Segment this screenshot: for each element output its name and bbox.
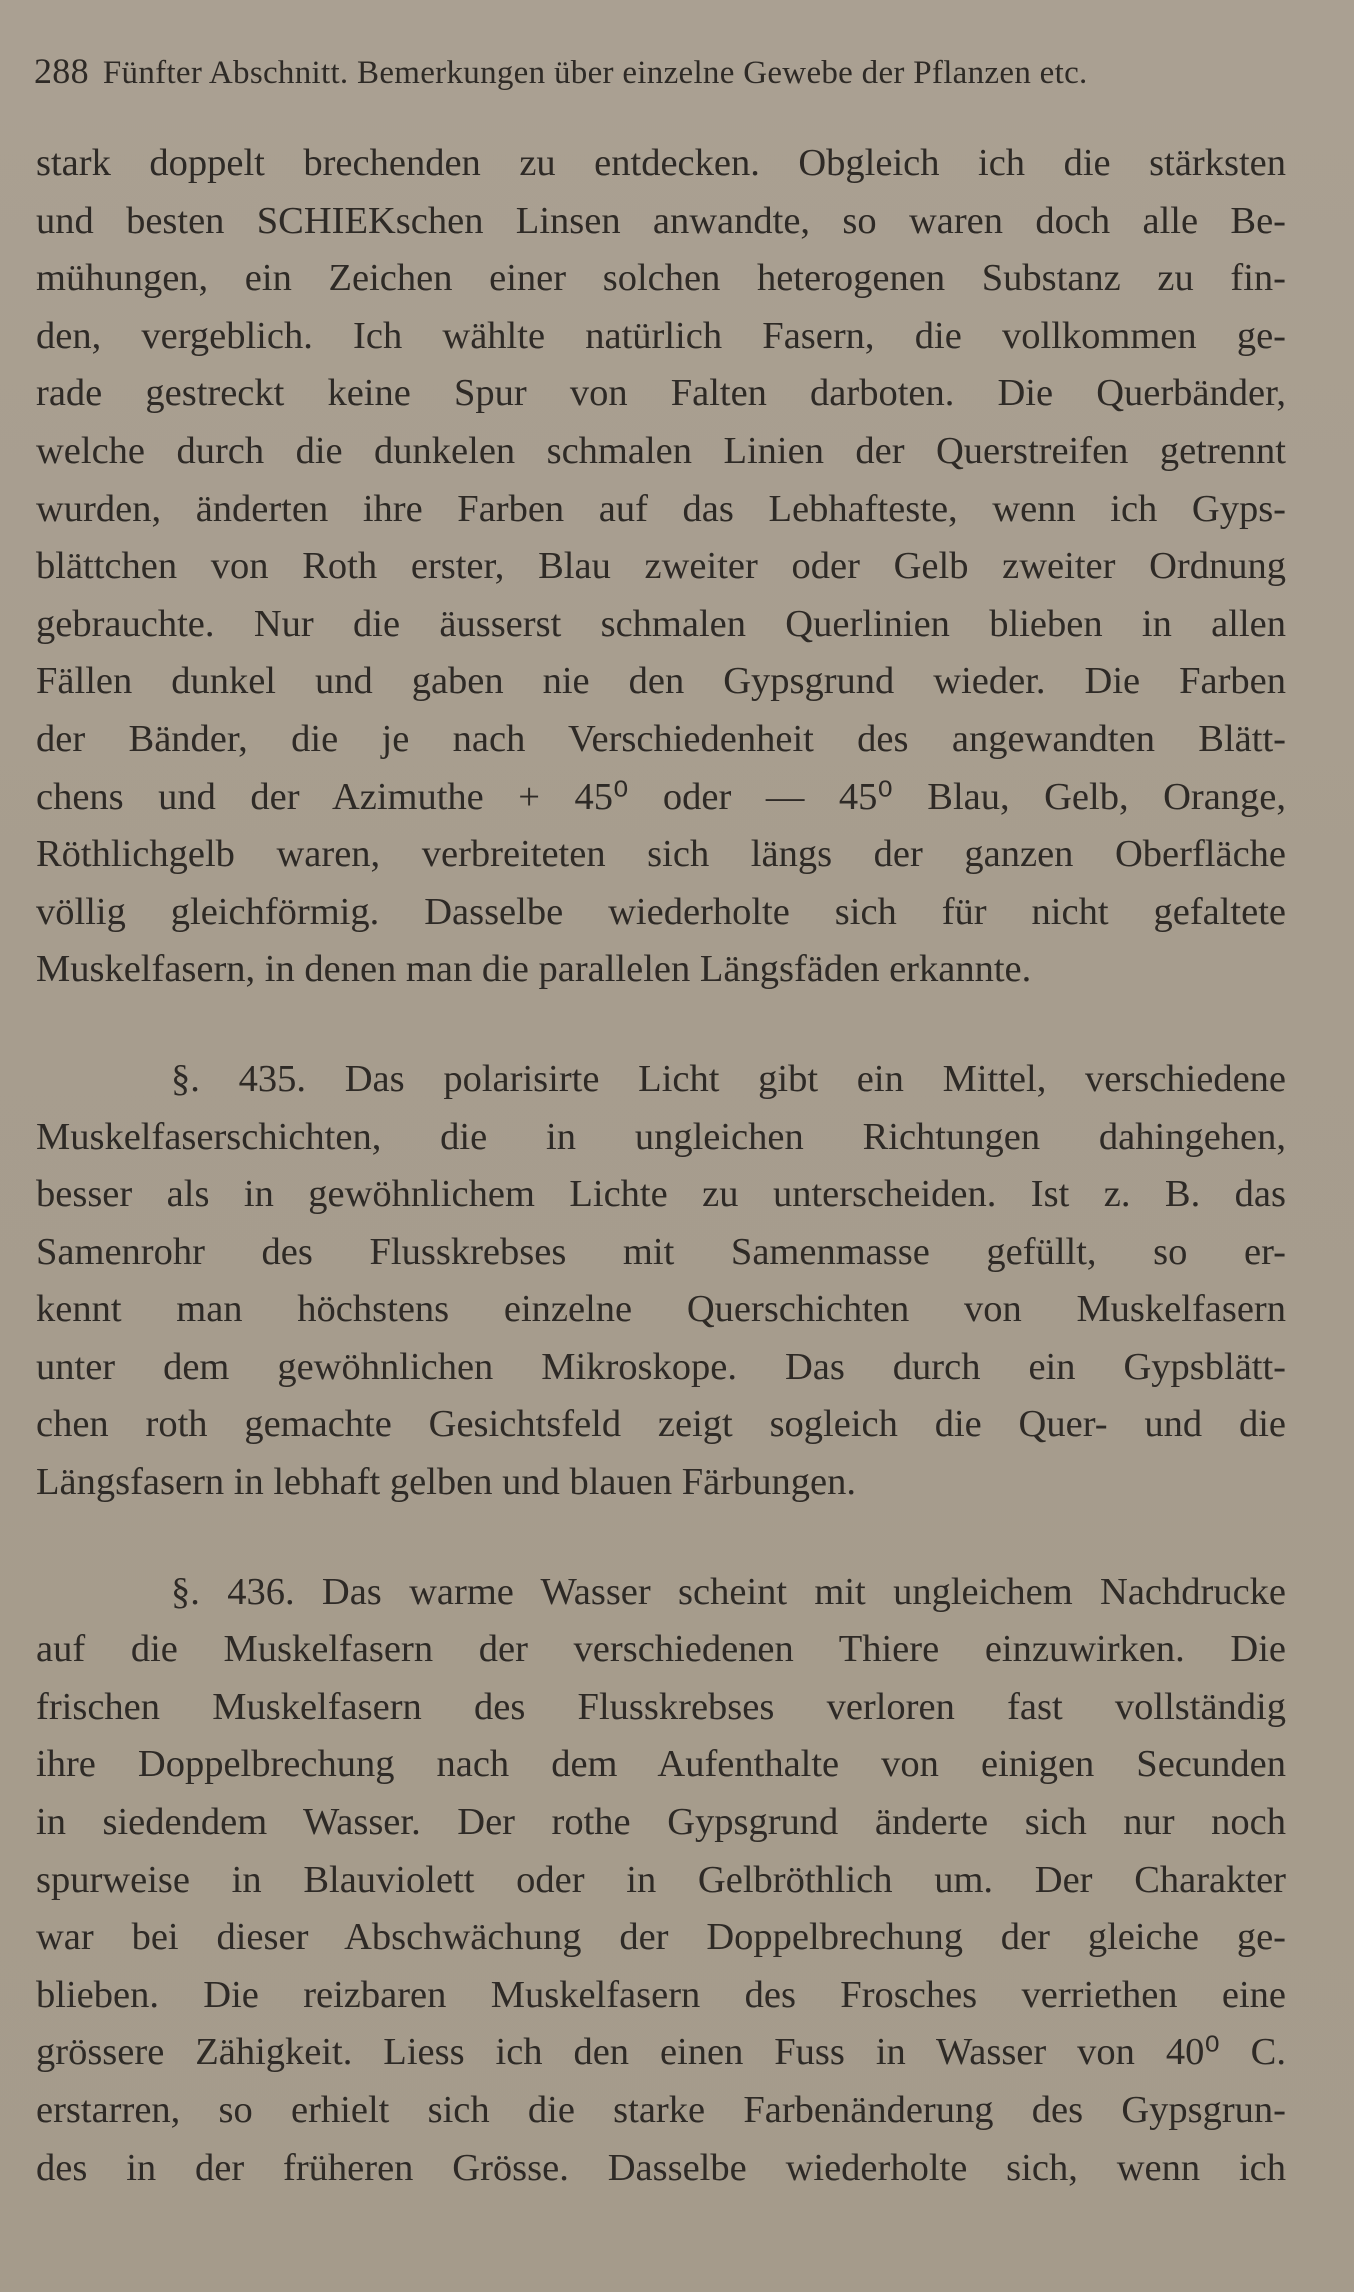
text-line: Längsfasern in lebhaft gelben und blauen Färbungen. [36,1461,857,1504]
text-line: erstarren, so erhielt sich die starke Farbenänderung des Gypsgrun- [36,2089,1286,2131]
text-line: gebrauchte. Nur die äusserst schmalen Querlinien blieben in allen [36,602,1286,645]
text-line: wurden, änderten ihre Farben auf das Lebhafteste, wenn ich Gyps- [36,487,1286,530]
text-line: in siedendem Wasser. Der rothe Gypsgrund änderte sich nur noch [36,1801,1286,1844]
text-line: auf die Muskelfasern der verschiedenen Thiere einzuwirken. Die [36,1628,1286,1671]
text-line: war bei dieser Abschwächung der Doppelbrechung der gleiche ge- [36,1916,1286,1959]
text-line: Röthlichgelb waren, verbreiteten sich längs der ganzen Oberfläche [36,833,1286,876]
text-line: chen roth gemachte Gesichtsfeld zeigt sogleich die Quer- und die [36,1403,1286,1446]
text-line: des in der früheren Grösse. Dasselbe wiederholte sich, wenn ich [36,2146,1286,2189]
paragraph-436 [36,1564,1286,2198]
text-line: §. 436. Das warme Wasser scheint mit ungleichem Nachdrucke [171,1570,1286,1613]
paragraph-435 [36,1051,1286,1512]
text-line: Muskelfasern, in denen man die parallelen Längsfäden erkannte. [36,948,1032,991]
text-line: Fällen dunkel und gaben nie den Gypsgrund wieder. Die Farben [36,660,1286,703]
text-line: mühungen, ein Zeichen einer solchen heterogenen Substanz zu fin- [36,257,1286,300]
text-line: besser als in gewöhnlichem Lichte zu unterscheiden. Ist z. B. das [36,1173,1286,1216]
text-line: der Bänder, die je nach Verschiedenheit des angewandten Blätt- [36,717,1286,760]
text-line: den, vergeblich. Ich wählte natürlich Fasern, die vollkommen ge- [36,314,1286,357]
text-line: blättchen von Roth erster, Blau zweiter oder Gelb zweiter Ordnung [36,545,1286,588]
text-line: chens und der Azimuthe + 45⁰ oder — 45⁰ Blau, Gelb, Orange, [36,775,1286,818]
text-line: welche durch die dunkelen schmalen Linien der Querstreifen getrennt [36,429,1286,472]
page-body [36,135,1286,2197]
text-line: §. 435. Das polarisirte Licht gibt ein Mittel, verschiedene [171,1057,1286,1100]
text-line: kennt man höchstens einzelne Querschichten von Muskelfasern [36,1288,1286,1331]
text-line: frischen Muskelfasern des Flusskrebses verloren fast vollständig [36,1685,1286,1728]
text-line: rade gestreckt keine Spur von Falten darboten. Die Querbänder, [36,372,1286,415]
page-number: 288 [34,51,89,91]
text-line: grössere Zähigkeit. Liess ich den einen Fuss in Wasser von 40⁰ C. [36,2031,1286,2074]
text-line: blieben. Die reizbaren Muskelfasern des Frosches verriethen eine [36,1973,1286,2016]
text-line: spurweise in Blauviolett oder in Gelbröthlich um. Der Charakter [36,1858,1286,1901]
text-line: ihre Doppelbrechung nach dem Aufenthalte von einigen Secunden [36,1743,1286,1786]
text-line: Muskelfaserschichten, die in ungleichen Richtungen dahingehen, [36,1115,1286,1158]
running-title: Fünfter Abschnitt. Bemerkungen über einzelne Gewebe der Pflanzen etc. [102,55,1088,91]
paragraph-1 [36,135,1286,999]
text-line: völlig gleichförmig. Dasselbe wiederholte sich für nicht gefaltete [36,890,1286,933]
text-line: stark doppelt brechenden zu entdecken. Obgleich ich die stärksten [36,142,1286,184]
text-line: und besten SCHIEKschen Linsen anwandte, so waren doch alle Be- [36,199,1286,242]
text-line: unter dem gewöhnlichen Mikroskope. Das durch ein Gypsblätt- [36,1345,1286,1388]
running-header [34,50,1274,92]
text-line: Samenrohr des Flusskrebses mit Samenmasse gefüllt, so er- [36,1230,1286,1273]
